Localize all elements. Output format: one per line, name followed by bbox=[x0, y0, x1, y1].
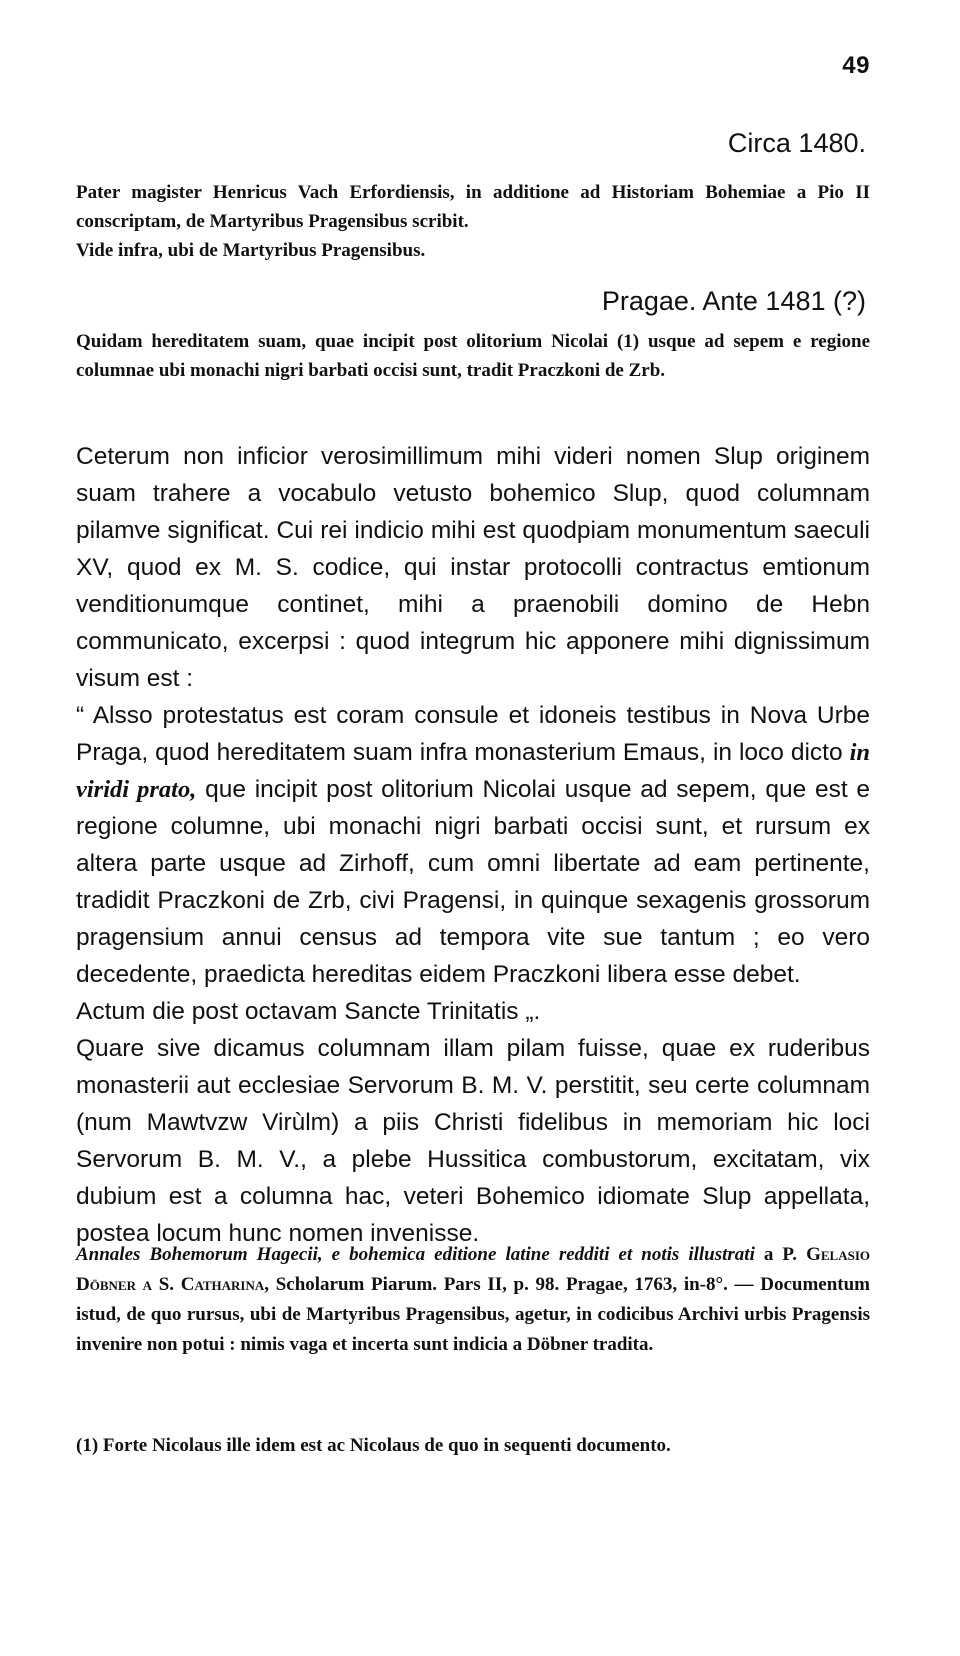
citation-text: , Scholarum Piarum. Pars II, p. 98. Pragae, 1763, in-8°. — Documentum istud, de quo rursus, ubi de Martyribus Pragensibus, agetur, in codicibus Archivi urbis Pragensis invenire non potui : nimis vaga et incerta sunt indicia a Döbner tradita. bbox=[76, 1274, 870, 1355]
citation-order: Catharina bbox=[180, 1274, 265, 1295]
citation-text: a P. bbox=[754, 1244, 807, 1265]
regest-paragraph: Vide infra, ubi de Martyribus Pragensibus. bbox=[76, 240, 426, 261]
source-citation bbox=[76, 1240, 870, 1360]
page-number: 49 bbox=[842, 52, 870, 79]
citation-author: Gelasio Döbner a bbox=[76, 1244, 870, 1295]
quote-text: que incipit post olitorium Nicolai usque ad sepem, que est e regione columne, ubi monachi nigri barbati occisi sunt, et rursum ex altera parte usque ad Zirhoff, cum omni libertate ad eam pertinente, tradidit Praczkoni de Zrb, civi Pragensi, in quinque sexagenis grossorum pragensium annui census ad tempora vite sue tantum ; eo vero decedente, praedicta hereditas eidem Praczkoni libera esse debet. bbox=[76, 776, 870, 988]
regest-paragraph: Pater magister Henricus Vach Erfordiensis, in additione ad Historiam Bohemiae a Pio II conscriptam, de Martyribus Pragensibus scribit. bbox=[76, 182, 870, 232]
document-page bbox=[76, 0, 870, 1656]
entry-regest bbox=[76, 178, 870, 265]
commentary-paragraph: Ceterum non inficior verosimillimum mihi videri nomen Slup originem suam trahere a vocabulo vetusto bohemico Slup, quod columnam pilamve significat. Cui rei indicio mihi est quodpiam monumentum saeculi XV, quod ex M. S. codice, qui instar protocolli contractus emtionum venditionumque continet, mihi a praenobili domino de Hebn communicato, excerpsi : quod integrum hic apponere mihi dignissimum visum est : bbox=[76, 443, 870, 692]
entry-date: Pragae. Ante 1481 (?) bbox=[601, 286, 866, 316]
commentary-text bbox=[76, 438, 870, 1252]
quote-emphasis: in viridi prato, bbox=[76, 739, 870, 803]
entry-regest bbox=[76, 327, 870, 385]
quoted-document bbox=[76, 697, 870, 993]
footnote: (1) Forte Nicolaus ille idem est ac Nicolaus de quo in sequenti documento. bbox=[76, 1435, 671, 1456]
entry-date: Circa 1480. bbox=[727, 128, 866, 158]
quote-text: “ Alsso protestatus est coram consule et idoneis testibus in Nova Urbe Praga, quod hereditatem suam infra monasterium Emaus, in loco dicto bbox=[76, 702, 870, 766]
citation-text: S. bbox=[152, 1274, 181, 1295]
regest-paragraph: Quidam hereditatem suam, quae incipit post olitorium Nicolai (1) usque ad sepem e regione columnae ubi monachi nigri barbati occisi sunt, tradit Praczkoni de Zrb. bbox=[76, 331, 870, 381]
citation-title: Annales Bohemorum Hagecii, e bohemica editione latine redditi et notis illustrati bbox=[76, 1244, 755, 1265]
commentary-paragraph: Quare sive dicamus columnam illam pilam fuisse, quae ex ruderibus monasterii aut ecclesiae Servorum B. M. V. perstitit, seu certe columnam (num Mawtvzw Virùlm) a piis Christi fidelibus in memoriam hic loci Servorum B. M. V., a plebe Hussitica combustorum, excitatam, vix dubium est a columna hac, veteri Bohemico idiomate Slup appellata, postea locum hunc nomen invenisse. bbox=[76, 1035, 870, 1247]
commentary-paragraph: Actum die post octavam Sancte Trinitatis „. bbox=[76, 998, 541, 1025]
